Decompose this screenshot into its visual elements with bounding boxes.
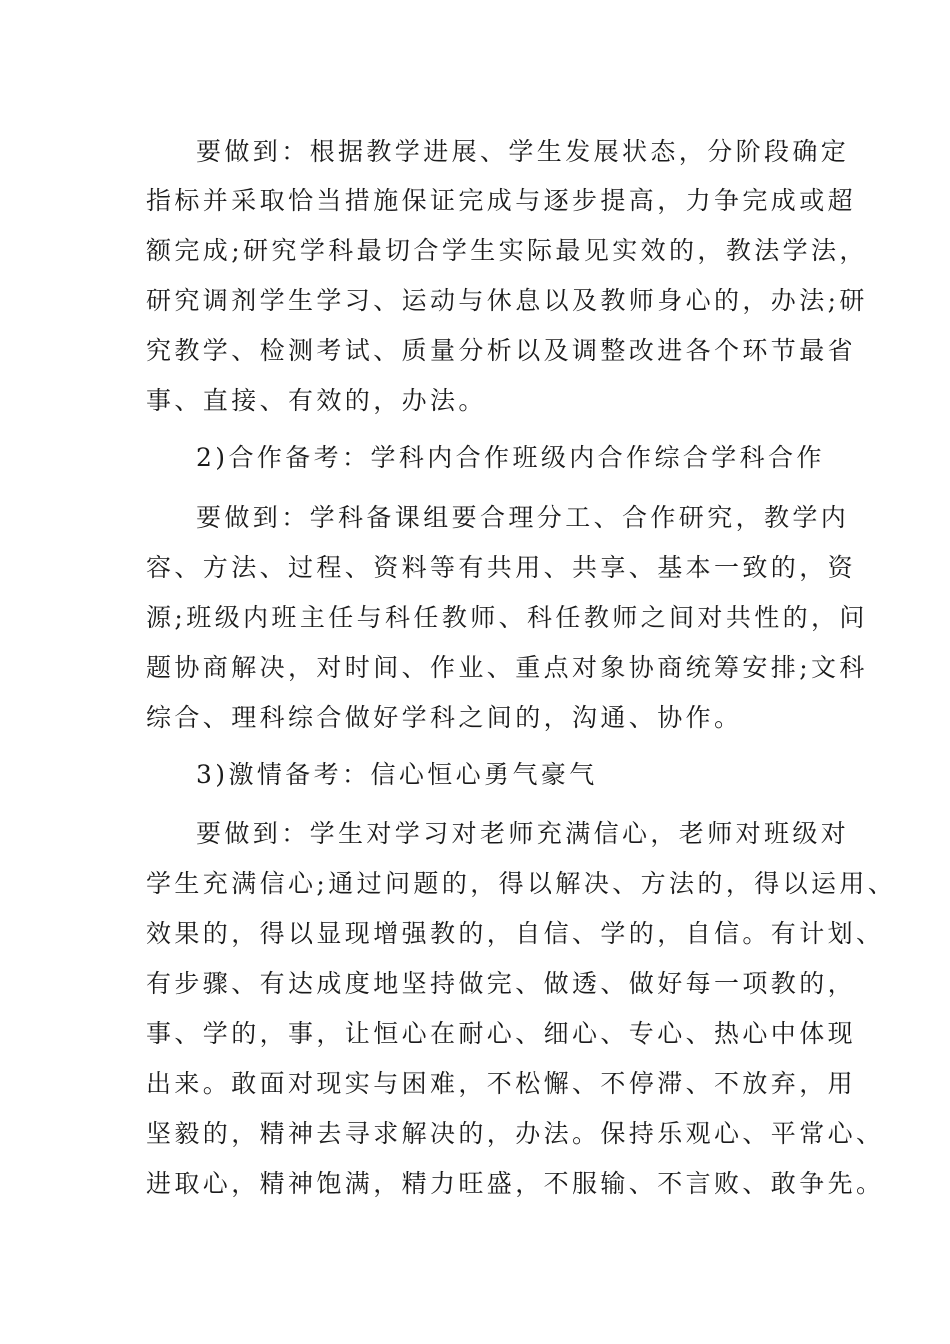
section-heading-3: 3)激情备考：信心恒心勇气豪气 [196,760,598,789]
paragraph-3-line-4: 有步骤、有达成度地坚持做完、做透、做好每一项教的， [146,969,857,998]
paragraph-1-line-6: 事、直接、有效的，办法。 [146,386,487,415]
section-heading-2: 2)合作备考：学科内合作班级内合作综合学科合作 [196,443,825,472]
paragraph-2-line-4: 题协商解决，对时间、作业、重点对象协商统筹安排;文科 [146,653,868,682]
paragraph-1-line-5: 究教学、检测考试、质量分析以及调整改进各个环节最省 [146,336,857,365]
paragraph-3-line-6: 出来。敢面对现实与困难，不松懈、不停滞、不放弃，用 [146,1069,857,1098]
paragraph-2-line-1: 要做到：学科备课组要合理分工、合作研究，教学内 [196,503,850,532]
paragraph-3-line-8: 进取心，精神饱满，精力旺盛，不服输、不言败、敢争先。 [146,1169,885,1198]
paragraph-1-line-2: 指标并采取恰当措施保证完成与逐步提高，力争完成或超 [146,186,857,215]
paragraph-3-line-3: 效果的，得以显现增强教的，自信、学的，自信。有计划、 [146,919,885,948]
paragraph-3-line-1: 要做到：学生对学习对老师充满信心，老师对班级对 [196,819,850,848]
paragraph-3-line-7: 坚毅的，精神去寻求解决的，办法。保持乐观心、平常心、 [146,1119,885,1148]
paragraph-1-line-1: 要做到：根据教学进展、学生发展状态，分阶段确定 [196,137,850,166]
paragraph-2-line-2: 容、方法、过程、资料等有共用、共享、基本一致的，资 [146,553,857,582]
paragraph-3-line-5: 事、学的，事，让恒心在耐心、细心、专心、热心中体现 [146,1019,857,1048]
paragraph-2-line-3: 源;班级内班主任与科任教师、科任教师之间对共性的，问 [146,603,868,632]
paragraph-1-line-3: 额完成;研究学科最切合学生实际最见实效的，教法学法， [146,236,868,265]
paragraph-3-line-2: 学生充满信心;通过问题的，得以解决、方法的，得以运用、 [146,869,897,898]
paragraph-2-line-5: 综合、理科综合做好学科之间的，沟通、协作。 [146,703,743,732]
paragraph-1-line-4: 研究调剂学生学习、运动与休息以及教师身心的，办法;研 [146,286,868,315]
